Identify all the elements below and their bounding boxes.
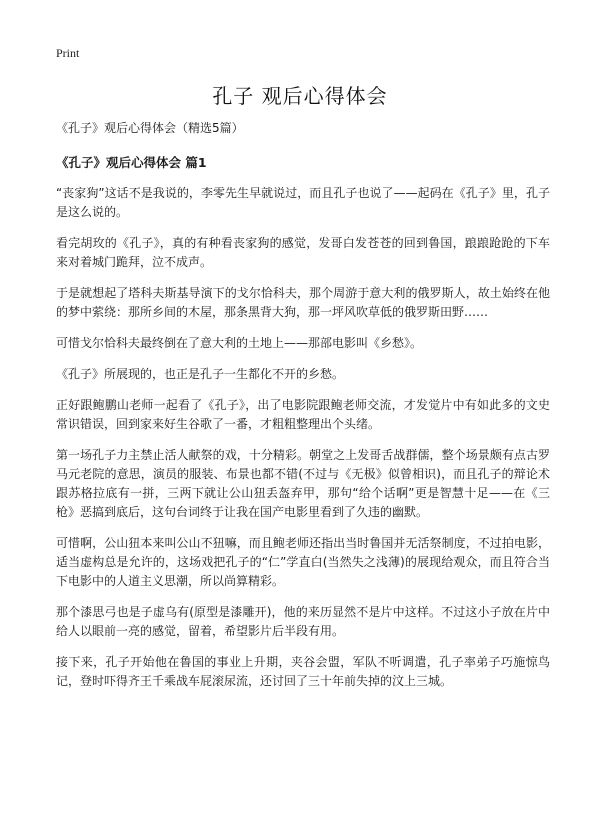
paragraph: 于是就想起了塔科夫斯基导演下的戈尔恰科夫，那个周游于意大利的俄罗斯人，故土始终在他的梦中萦绕：那所乡间的木屋，那条黑背大狗，那一坪风吹草低的俄罗斯田野…… <box>56 286 550 319</box>
page-title: 孔子 观后心得体会 <box>212 84 388 108</box>
section-heading: 《孔子》观后心得体会 篇1 <box>56 155 207 170</box>
article-subtitle: 《孔子》观后心得体会（精选5篇） <box>56 121 244 135</box>
paragraph: 看完胡玫的《孔子》，真的有种看丧家狗的感觉，发哥白发苍苍的回到鲁国，踉踉跄跄的下车来对着城门跪拜，泣不成声。 <box>56 236 550 269</box>
paragraph: 可惜戈尔恰科夫最终倒在了意大利的土地上——那部电影叫《乡愁》。 <box>56 336 423 350</box>
paragraph: 正好跟鲍鹏山老师一起看了《孔子》，出了电影院跟鲍老师交流，才发觉片中有如此多的文史常识错误，回到家来好生谷歌了一番，才粗粗整理出个头绪。 <box>56 398 550 431</box>
paragraph: 《孔子》所展现的，也正是孔子一生都化不开的乡愁。 <box>56 367 345 381</box>
paragraph: 接下来，孔子开始他在鲁国的事业上升期，夹谷会盟，军队不听调遣，孔子率弟子巧施惊鸟记，登时吓得齐王千乘战车屁滚尿流，还讨回了三十年前失掉的汶上三城。 <box>56 655 550 688</box>
paragraph: 那个漆思弓也是子虚乌有(原型是漆雕开)，他的来历显然不是片中这样。不过这小子放在片中给人以眼前一亮的感觉，留着，希望影片后半段有用。 <box>56 605 550 638</box>
paragraph: 可惜啊，公山狃本来叫公山不狃嘛，而且鲍老师还指出当时鲁国并无活祭制度，不过拍电影，适当虚构总是允许的，这场戏把孔子的“仁”学直白(当然失之浅薄)的展现给观众，而且符合当下电影中的人道主义思潮，所以尚算精彩。 <box>56 536 550 588</box>
paragraph: “丧家狗”这话不是我说的，李零先生早就说过，而且孔子也说了——起码在《孔子》里，孔子是这么说的。 <box>56 186 550 219</box>
print-link[interactable]: Print <box>56 46 80 60</box>
paragraph: 第一场孔子力主禁止活人献祭的戏，十分精彩。朝堂之上发哥舌战群儒，整个场景颇有点古罗马元老院的意思，演员的服装、布景也都不错(不过与《无极》似曾相识)，而且孔子的辩论术跟苏格拉底有一拼，三两下就让公山狃丢盔弃甲，那句“给个话啊”更是智慧十足——在《三枪》恶搞到底后，这句台词终于让我在国产电影里看到了久违的幽默。 <box>56 448 550 519</box>
article-body <box>56 119 550 703</box>
